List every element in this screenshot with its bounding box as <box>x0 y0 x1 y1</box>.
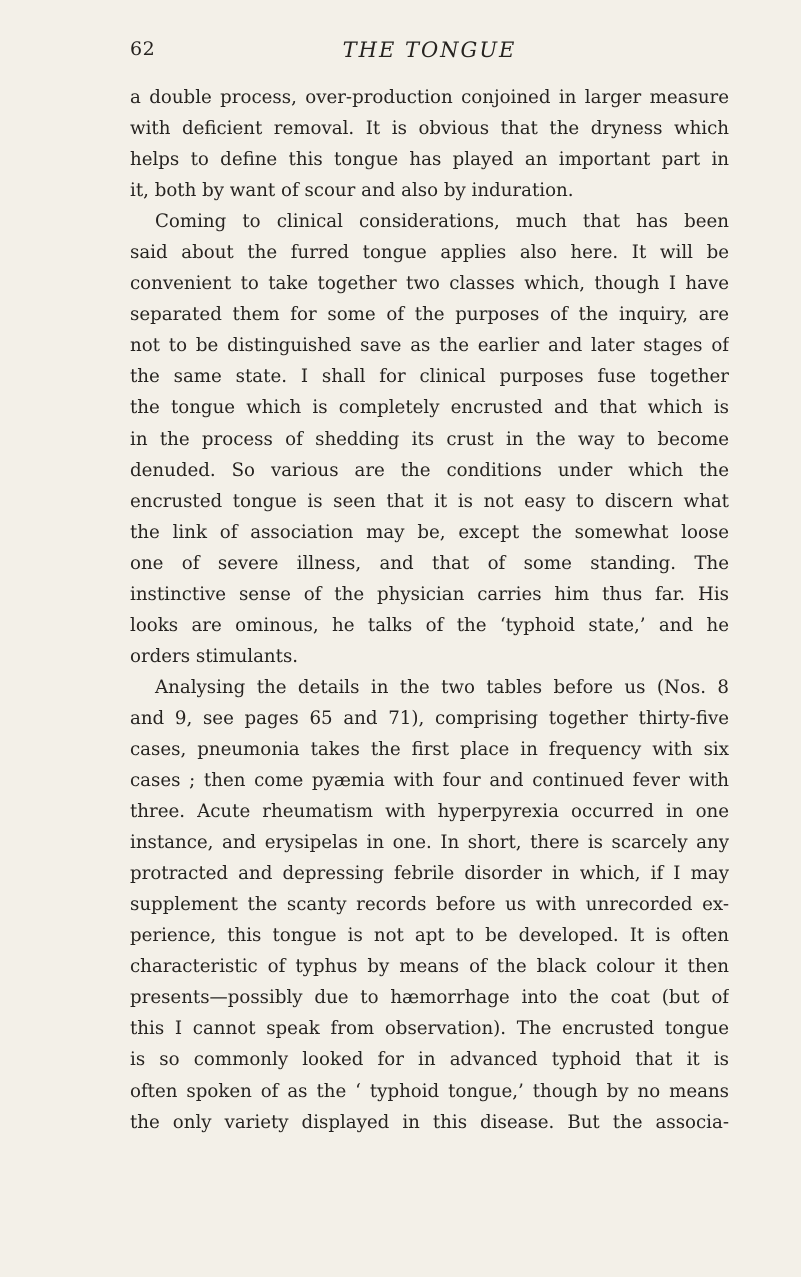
text-line: one of severe illness, and that of some standing. The <box>130 552 729 574</box>
text-line: said about the furred tongue applies also here. It will be <box>130 242 729 264</box>
text-line: looks are ominous, he talks of the ‘typhoid state,’ and he <box>130 614 729 636</box>
text-line: instinctive sense of the physician carries him thus far. His <box>130 583 729 605</box>
text-line: with deficient removal. It is obvious that the dryness which <box>130 118 729 140</box>
text-line: orders stimulants. <box>130 645 299 667</box>
page-number: 62 <box>130 38 156 60</box>
running-head <box>130 38 729 68</box>
text-line: instance, and erysipelas in one. In short, there is scarcely any <box>130 832 729 854</box>
text-line: denuded. So various are the conditions under which the <box>130 459 729 481</box>
text-line: the same state. I shall for clinical purposes fuse together <box>130 366 729 388</box>
text-line: the tongue which is completely encrusted and that which is <box>130 397 729 419</box>
text-line: not to be distinguished save as the earlier and later stages of <box>130 335 729 357</box>
text-line: in the process of shedding its crust in the way to become <box>130 428 729 450</box>
text-line: cases ; then come pyæmia with four and continued fever with <box>130 770 729 792</box>
text-line: characteristic of typhus by means of the black colour it then <box>130 956 729 978</box>
text-line: helps to define this tongue has played an important part in <box>130 149 729 171</box>
text-line: often spoken of as the ‘ typhoid tongue,’ though by no means <box>130 1080 729 1102</box>
text-line: and 9, see pages 65 and 71), comprising together thirty-five <box>130 707 729 729</box>
text-line: a double process, over-production conjoined in larger measure <box>130 87 729 108</box>
text-line: the only variety displayed in this disease. But the associa- <box>130 1111 729 1133</box>
text-line: three. Acute rheumatism with hyperpyrexia occurred in one <box>130 801 729 823</box>
text-line: presents—possibly due to hæmorrhage into the coat (but of <box>130 987 729 1009</box>
body-text <box>130 82 729 1138</box>
text-line: separated them for some of the purposes of the inquiry, are <box>130 304 729 326</box>
text-line: protracted and depressing febrile disorder in which, if I may <box>130 863 729 885</box>
running-title: THE TONGUE <box>342 38 517 62</box>
text-line: is so commonly looked for in advanced typhoid that it is <box>130 1049 729 1071</box>
text-line: this I cannot speak from observation). The encrusted tongue <box>130 1018 729 1040</box>
text-line: convenient to take together two classes which, though I have <box>130 273 729 295</box>
text-line: cases, pneumonia takes the first place in frequency with six <box>130 738 729 760</box>
text-line: the link of association may be, except the somewhat loose <box>130 521 729 543</box>
text-line: Coming to clinical considerations, much that has been <box>155 211 729 233</box>
text-line: encrusted tongue is seen that it is not easy to discern what <box>130 490 729 512</box>
text-line: Analysing the details in the two tables before us (Nos. 8 <box>155 676 729 698</box>
text-line: it, both by want of scour and also by induration. <box>130 180 574 202</box>
text-line: perience, this tongue is not apt to be developed. It is often <box>130 925 729 947</box>
text-line: supplement the scanty records before us with unrecorded ex- <box>130 894 729 916</box>
